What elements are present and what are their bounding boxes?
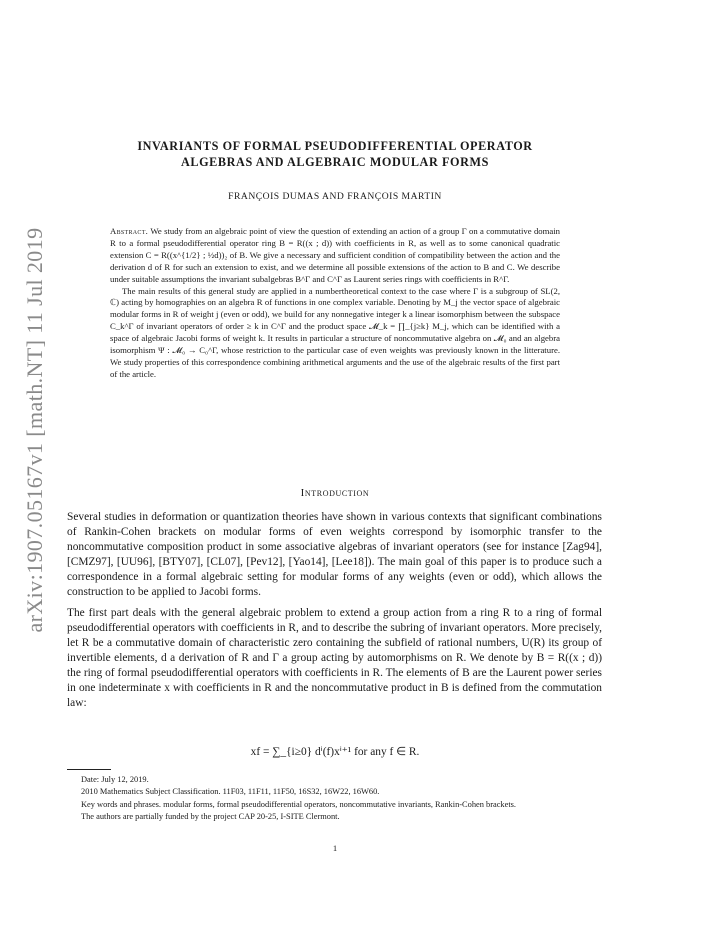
- paper-authors: FRANÇOIS DUMAS AND FRANÇOIS MARTIN: [228, 191, 442, 202]
- paper-title: [90, 138, 580, 170]
- footnote-funding: The authors are partially funded by the project CAP 20-25, I-SITE Clermont.: [81, 811, 340, 821]
- abstract: [110, 226, 560, 381]
- abstract-paragraph-2: The main results of this general study are applied in a numbertheoretical context to the case where Γ is a subgroup of SL(2, ℂ) acting by homographies on an algebra R of functions in one complex variable. Denoting by M_j the vector space of algebraic modular forms in R of weight j (even or odd), we build for any nonnegative integer k a linear isomorphism between the subspace C_k^Γ of invariant operators of order ≥ k in C^Γ and the product space 𝓜_k = ∏_{j≥k} M_j, which can be identified with a space of algebraic Jacobi forms of weight k. It results in particular a structure of noncommutative algebra on 𝓜₀ and an algebra isomorphism Ψ : 𝓜₀ → C₀^Γ, whose restriction to the particular case of even weights was previously known in the litterature. We study properties of this correspondence combining arithmetical arguments and the use of the algebraic results of the first part of the article.: [110, 285, 560, 379]
- paper-title-line-2: ALGEBRAS AND ALGEBRAIC MODULAR FORMS: [180, 155, 490, 169]
- abstract-heading: Abstract.: [110, 226, 149, 236]
- arxiv-identifier-text: arXiv:1907.05167v1 [math.NT] 11 Jul 2019: [22, 227, 47, 633]
- page-number: 1: [332, 843, 338, 853]
- commutation-law-equation: xf = ∑_{i≥0} dⁱ(f)xⁱ⁺¹ for any f ∈ R.: [250, 746, 420, 758]
- abstract-paragraph-1-text: We study from an algebraic point of view the question of extending an action of a group Γ on a commutative domain R to a formal pseudodifferential operator ring B = R((x ; d)) with coefficients in R, as well as to some canonical quadratic extension C = R((x^{1/2} ; ½d))₂ of B. We give a necessary and sufficient condition of compatibility between the action and the derivation d of R for such an extension to exist, and we determine all possible extensions of the action to B and C. We describe under suitable assumptions the invariant subalgebras B^Γ and C^Γ as Laurent series rings with coefficients in R^Γ.: [110, 226, 561, 284]
- paper-title-line-1: INVARIANTS OF FORMAL PSEUDODIFFERENTIAL OPERATOR: [137, 139, 533, 153]
- section-heading-introduction: Introduction: [300, 487, 370, 499]
- footnote-divider: [67, 769, 111, 770]
- introduction-paragraph-1: Several studies in deformation or quantization theories have shown in various contexts that significant combinations of Rankin-Cohen brackets on modular forms of even weights correspond by isomorphic transfer to the noncommutative composition product in some associative algebras of invariant operators (see for instance [Zag94], [CMZ97], [UU96], [BTY07], [CL07], [Pev12], [Yao14], [Lee18]). The main goal of this paper is to produce such a correspondence in a formal algebraic setting for modular forms of any weights (even or odd), which allows the construction to be applied to Jacobi forms.: [67, 511, 602, 599]
- footnotes: [67, 774, 602, 823]
- footnote-date: Date: July 12, 2019.: [81, 775, 149, 784]
- footnote-msc: 2010 Mathematics Subject Classification. 11F03, 11F11, 11F50, 16S32, 16W22, 16W60.: [81, 787, 380, 797]
- abstract-paragraph-1: [110, 226, 560, 286]
- arxiv-identifier-stamp: [18, 215, 52, 645]
- introduction-body: [67, 510, 602, 716]
- footnote-keywords: Key words and phrases. modular forms, formal pseudodifferential operators, noncommutative invariants, Rankin-Cohen brackets.: [81, 799, 516, 809]
- introduction-paragraph-2: The first part deals with the general algebraic problem to extend a group action from a ring R to a ring of formal pseudodifferential operators with coefficients in R, and to describe the subring of invariant operators. More precisely, let R be a commutative domain of characteristic zero containing the subfield of rational numbers, U(R) its group of invertible elements, d a derivation of R and Γ a group acting by automorphisms on R. We denote by B = R((x ; d)) the ring of formal pseudodifferential operators with coefficients in R. The elements of B are the Laurent power series in one indeterminate x with coefficients in R and the noncommutative product in B is defined from the commutation law:: [67, 606, 602, 710]
